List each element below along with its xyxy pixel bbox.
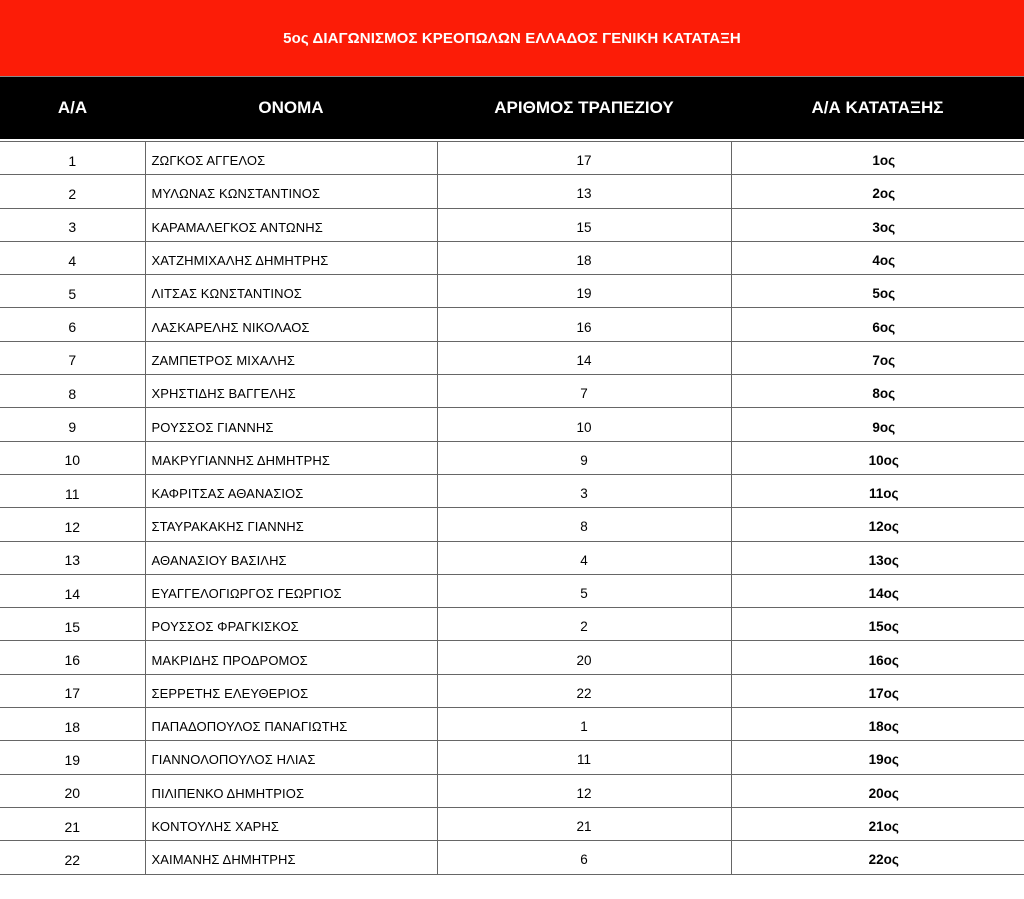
cell-name: ΚΑΡΑΜΑΛΕΓΚΟΣ ΑΝΤΩΝΗΣ <box>145 208 437 241</box>
cell-aa: 22 <box>0 841 145 874</box>
cell-rank: 18ος <box>731 708 1024 741</box>
table-header <box>0 77 1024 139</box>
cell-rank: 12ος <box>731 508 1024 541</box>
cell-aa: 11 <box>0 474 145 507</box>
cell-aa: 16 <box>0 641 145 674</box>
cell-rank: 22ος <box>731 841 1024 874</box>
cell-table-number: 14 <box>437 341 731 374</box>
table-row <box>0 441 1024 474</box>
cell-name: ΜΑΚΡΥΓΙΑΝΝΗΣ ΔΗΜΗΤΡΗΣ <box>145 441 437 474</box>
cell-table-number: 13 <box>437 175 731 208</box>
cell-table-number: 16 <box>437 308 731 341</box>
cell-name: ΖΩΓΚΟΣ ΑΓΓΕΛΟΣ <box>145 142 437 175</box>
cell-table-number: 18 <box>437 241 731 274</box>
cell-name: ΠΑΠΑΔΟΠΟΥΛΟΣ ΠΑΝΑΓΙΩΤΗΣ <box>145 708 437 741</box>
ranking-table-body <box>0 142 1024 875</box>
cell-name: ΧΡΗΣΤΙΔΗΣ ΒΑΓΓΕΛΗΣ <box>145 375 437 408</box>
table-row <box>0 807 1024 840</box>
table-row <box>0 341 1024 374</box>
cell-rank: 16ος <box>731 641 1024 674</box>
cell-table-number: 12 <box>437 774 731 807</box>
cell-name: ΛΑΣΚΑΡΕΛΗΣ ΝΙΚΟΛΑΟΣ <box>145 308 437 341</box>
header-rank: Α/Α ΚΑΤΑΤΑΞΗΣ <box>811 98 944 117</box>
cell-rank: 8ος <box>731 375 1024 408</box>
cell-aa: 1 <box>0 142 145 175</box>
cell-name: ΜΥΛΩΝΑΣ ΚΩΝΣΤΑΝΤΙΝΟΣ <box>145 175 437 208</box>
header-table-number: ΑΡΙΘΜΟΣ ΤΡΑΠΕΖΙΟΥ <box>494 98 674 117</box>
cell-table-number: 8 <box>437 508 731 541</box>
table-row <box>0 674 1024 707</box>
cell-table-number: 17 <box>437 142 731 175</box>
cell-aa: 21 <box>0 807 145 840</box>
table-row <box>0 541 1024 574</box>
header-aa: Α/Α <box>57 98 88 117</box>
table-row <box>0 641 1024 674</box>
cell-rank: 2ος <box>731 175 1024 208</box>
table-row <box>0 708 1024 741</box>
cell-table-number: 4 <box>437 541 731 574</box>
cell-aa: 9 <box>0 408 145 441</box>
table-row <box>0 774 1024 807</box>
cell-name: ΧΑΤΖΗΜΙΧΑΛΗΣ ΔΗΜΗΤΡΗΣ <box>145 241 437 274</box>
cell-aa: 4 <box>0 241 145 274</box>
table-row <box>0 308 1024 341</box>
cell-rank: 17ος <box>731 674 1024 707</box>
cell-table-number: 19 <box>437 275 731 308</box>
cell-table-number: 1 <box>437 708 731 741</box>
cell-name: ΠΙΛΙΠΕΝΚΟ ΔΗΜΗΤΡΙΟΣ <box>145 774 437 807</box>
cell-rank: 7ος <box>731 341 1024 374</box>
cell-rank: 15ος <box>731 608 1024 641</box>
cell-aa: 2 <box>0 175 145 208</box>
cell-rank: 11ος <box>731 474 1024 507</box>
cell-aa: 19 <box>0 741 145 774</box>
cell-name: ΜΑΚΡΙΔΗΣ ΠΡΟΔΡΟΜΟΣ <box>145 641 437 674</box>
cell-aa: 13 <box>0 541 145 574</box>
cell-name: ΚΑΦΡΙΤΣΑΣ ΑΘΑΝΑΣΙΟΣ <box>145 474 437 507</box>
cell-table-number: 21 <box>437 807 731 840</box>
table-row <box>0 208 1024 241</box>
cell-name: ΧΑΙΜΑΝΗΣ ΔΗΜΗΤΡΗΣ <box>145 841 437 874</box>
cell-aa: 20 <box>0 774 145 807</box>
cell-aa: 7 <box>0 341 145 374</box>
cell-aa: 8 <box>0 375 145 408</box>
cell-table-number: 5 <box>437 574 731 607</box>
table-row <box>0 574 1024 607</box>
cell-rank: 6ος <box>731 308 1024 341</box>
cell-table-number: 22 <box>437 674 731 707</box>
cell-rank: 9ος <box>731 408 1024 441</box>
cell-aa: 3 <box>0 208 145 241</box>
cell-name: ΕΥΑΓΓΕΛΟΓΙΩΡΓΟΣ ΓΕΩΡΓΙΟΣ <box>145 574 437 607</box>
cell-name: ΣΕΡΡΕΤΗΣ ΕΛΕΥΘΕΡΙΟΣ <box>145 674 437 707</box>
table-row <box>0 474 1024 507</box>
table-row <box>0 175 1024 208</box>
cell-name: ΛΙΤΣΑΣ ΚΩΝΣΤΑΝΤΙΝΟΣ <box>145 275 437 308</box>
cell-rank: 14ος <box>731 574 1024 607</box>
cell-table-number: 10 <box>437 408 731 441</box>
cell-aa: 12 <box>0 508 145 541</box>
cell-aa: 5 <box>0 275 145 308</box>
header-name: ΟΝΟΜΑ <box>258 98 324 117</box>
cell-name: ΡΟΥΣΣΟΣ ΦΡΑΓΚΙΣΚΟΣ <box>145 608 437 641</box>
cell-aa: 17 <box>0 674 145 707</box>
cell-name: ΖΑΜΠΕΤΡΟΣ ΜΙΧΑΛΗΣ <box>145 341 437 374</box>
cell-table-number: 2 <box>437 608 731 641</box>
cell-aa: 14 <box>0 574 145 607</box>
table-row <box>0 741 1024 774</box>
cell-rank: 19ος <box>731 741 1024 774</box>
cell-name: ΡΟΥΣΣΟΣ ΓΙΑΝΝΗΣ <box>145 408 437 441</box>
table-row <box>0 142 1024 175</box>
cell-aa: 6 <box>0 308 145 341</box>
cell-table-number: 15 <box>437 208 731 241</box>
table-row <box>0 275 1024 308</box>
table-row <box>0 375 1024 408</box>
cell-table-number: 20 <box>437 641 731 674</box>
cell-table-number: 7 <box>437 375 731 408</box>
cell-rank: 4ος <box>731 241 1024 274</box>
cell-name: ΑΘΑΝΑΣΙΟΥ ΒΑΣΙΛΗΣ <box>145 541 437 574</box>
cell-name: ΣΤΑΥΡΑΚΑΚΗΣ ΓΙΑΝΝΗΣ <box>145 508 437 541</box>
cell-rank: 5ος <box>731 275 1024 308</box>
cell-table-number: 3 <box>437 474 731 507</box>
cell-rank: 3ος <box>731 208 1024 241</box>
cell-rank: 13ος <box>731 541 1024 574</box>
table-row <box>0 408 1024 441</box>
table-row <box>0 241 1024 274</box>
cell-table-number: 9 <box>437 441 731 474</box>
cell-aa: 10 <box>0 441 145 474</box>
page-title: 5ος ΔΙΑΓΩΝΙΣΜΟΣ ΚΡΕΟΠΩΛΩΝ ΕΛΛΑΔΟΣ ΓΕΝΙΚΗ ΚΑΤΑΤΑΞΗ <box>283 29 741 47</box>
cell-rank: 10ος <box>731 441 1024 474</box>
cell-name: ΚΟΝΤΟΥΛΗΣ ΧΑΡΗΣ <box>145 807 437 840</box>
ranking-table <box>0 141 1024 875</box>
cell-table-number: 11 <box>437 741 731 774</box>
cell-table-number: 6 <box>437 841 731 874</box>
table-row <box>0 841 1024 874</box>
table-row <box>0 608 1024 641</box>
cell-name: ΓΙΑΝΝΟΛΟΠΟΥΛΟΣ ΗΛΙΑΣ <box>145 741 437 774</box>
cell-aa: 15 <box>0 608 145 641</box>
cell-rank: 20ος <box>731 774 1024 807</box>
table-row <box>0 508 1024 541</box>
cell-aa: 18 <box>0 708 145 741</box>
cell-rank: 1ος <box>731 142 1024 175</box>
title-bar <box>0 0 1024 77</box>
cell-rank: 21ος <box>731 807 1024 840</box>
